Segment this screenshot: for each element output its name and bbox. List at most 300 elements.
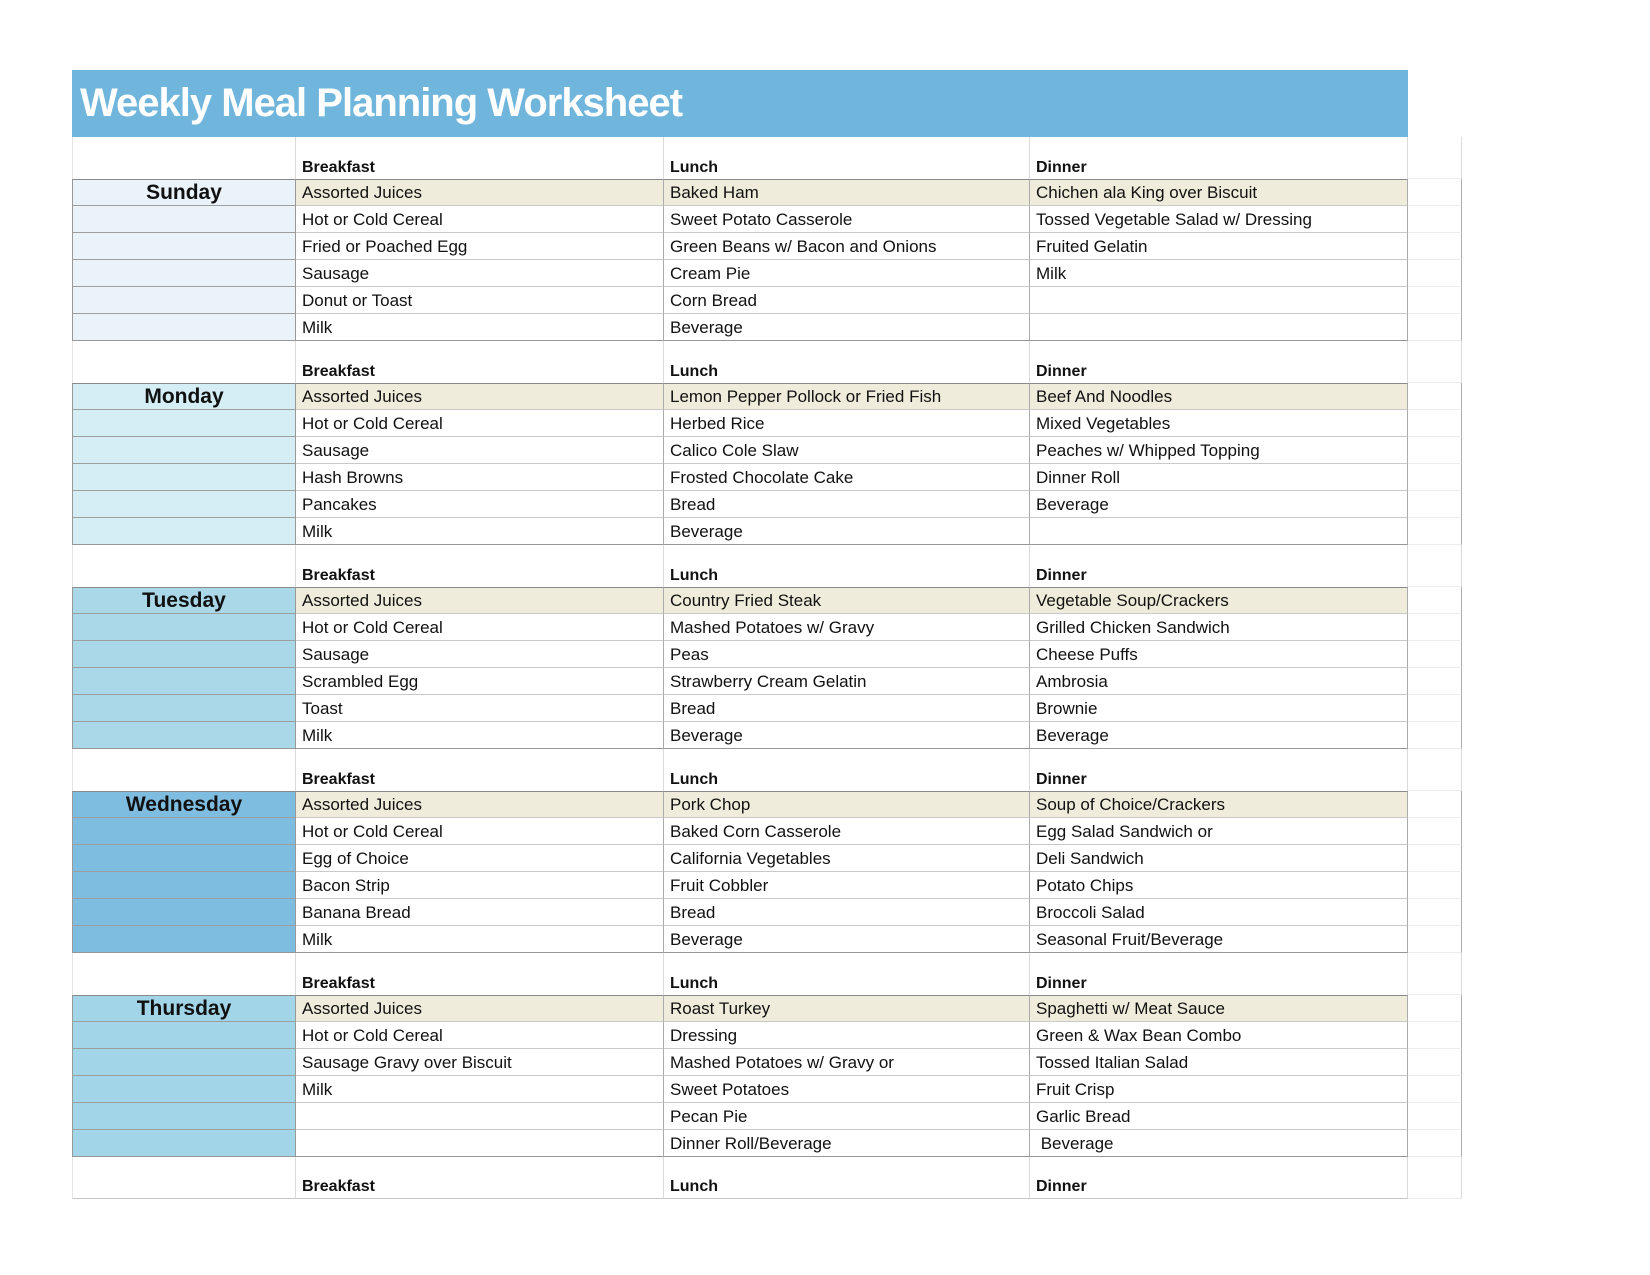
grid-overflow-cell bbox=[1408, 1049, 1462, 1076]
lunch-cell[interactable] bbox=[664, 1022, 1030, 1049]
day-name-label: Monday bbox=[144, 384, 224, 408]
dinner-header-label: Dinner bbox=[1036, 159, 1087, 176]
menu-row bbox=[72, 587, 1462, 614]
dinner-cell[interactable] bbox=[1030, 791, 1408, 818]
menu-row bbox=[72, 1076, 1462, 1103]
day-block-wednesday bbox=[72, 749, 1472, 953]
breakfast-cell[interactable] bbox=[296, 1076, 664, 1103]
lunch-header-label: Lunch bbox=[670, 159, 718, 176]
day-column-cell[interactable] bbox=[72, 872, 296, 899]
lunch-cell[interactable] bbox=[664, 926, 1030, 953]
lunch-header-cell[interactable] bbox=[664, 953, 1030, 995]
day-column-cell[interactable] bbox=[72, 722, 296, 749]
breakfast-header-label: Breakfast bbox=[302, 159, 375, 176]
meal-item-text: Pecan Pie bbox=[670, 1106, 748, 1126]
day-column-cell[interactable] bbox=[72, 668, 296, 695]
day-column-cell[interactable] bbox=[72, 1103, 296, 1130]
grid-overflow-cell bbox=[1408, 587, 1462, 614]
day-name-cell[interactable] bbox=[72, 383, 296, 410]
lunch-cell[interactable] bbox=[664, 722, 1030, 749]
meal-item-text: Tossed Italian Salad bbox=[1036, 1052, 1189, 1072]
lunch-cell[interactable] bbox=[664, 179, 1030, 206]
dinner-cell[interactable] bbox=[1030, 695, 1408, 722]
breakfast-cell[interactable] bbox=[296, 695, 664, 722]
meal-item-text: Sweet Potatoes bbox=[670, 1079, 790, 1099]
menu-row bbox=[72, 260, 1462, 287]
grid-overflow-cell bbox=[1408, 722, 1462, 749]
menu-row bbox=[72, 791, 1462, 818]
meal-item-text: Cream Pie bbox=[670, 263, 751, 283]
menu-row bbox=[72, 518, 1462, 545]
lunch-cell[interactable] bbox=[664, 845, 1030, 872]
meal-item-text: Mixed Vegetables bbox=[1036, 413, 1171, 433]
day-column-blank-cell[interactable] bbox=[72, 1157, 296, 1199]
day-column-cell[interactable] bbox=[72, 410, 296, 437]
lunch-cell[interactable] bbox=[664, 791, 1030, 818]
day-name-cell[interactable] bbox=[72, 791, 296, 818]
grid-overflow-cell bbox=[1408, 695, 1462, 722]
grid-overflow-cell bbox=[1408, 314, 1462, 341]
menu-row bbox=[72, 1022, 1462, 1049]
menu-row bbox=[72, 722, 1462, 749]
meal-item-text: Scrambled Egg bbox=[302, 671, 419, 691]
breakfast-header-label: Breakfast bbox=[302, 975, 375, 992]
breakfast-cell[interactable] bbox=[296, 383, 664, 410]
day-column-cell[interactable] bbox=[72, 1076, 296, 1103]
meal-item-text: Soup of Choice/Crackers bbox=[1036, 795, 1225, 814]
day-column-cell[interactable] bbox=[72, 437, 296, 464]
day-column-blank-cell[interactable] bbox=[72, 749, 296, 791]
meal-item-text: Beverage bbox=[670, 521, 743, 541]
meal-item-text: Broccoli Salad bbox=[1036, 902, 1145, 922]
meal-item-text: Herbed Rice bbox=[670, 413, 765, 433]
meal-item-text: Bread bbox=[670, 494, 716, 514]
breakfast-cell[interactable] bbox=[296, 314, 664, 341]
breakfast-header-cell[interactable] bbox=[296, 953, 664, 995]
grid-overflow-cell bbox=[1408, 287, 1462, 314]
day-column-cell[interactable] bbox=[72, 641, 296, 668]
meal-item-text: Bacon Strip bbox=[302, 875, 390, 895]
lunch-cell[interactable] bbox=[664, 641, 1030, 668]
meal-item-text: Assorted Juices bbox=[302, 591, 422, 610]
lunch-cell[interactable] bbox=[664, 614, 1030, 641]
dinner-cell[interactable] bbox=[1030, 995, 1408, 1022]
grid-overflow-cell bbox=[1408, 1076, 1462, 1103]
grid-overflow-cell bbox=[1408, 383, 1462, 410]
meal-item-text: Calico Cole Slaw bbox=[670, 440, 799, 460]
dinner-cell[interactable] bbox=[1030, 641, 1408, 668]
dinner-cell[interactable] bbox=[1030, 872, 1408, 899]
lunch-cell[interactable] bbox=[664, 695, 1030, 722]
meal-item-text: Assorted Juices bbox=[302, 795, 422, 814]
breakfast-header-cell[interactable] bbox=[296, 341, 664, 383]
breakfast-cell[interactable] bbox=[296, 1103, 664, 1130]
day-column-cell[interactable] bbox=[72, 845, 296, 872]
breakfast-header-cell[interactable] bbox=[296, 1157, 664, 1199]
grid-overflow-cell bbox=[1408, 749, 1462, 791]
menu-row bbox=[72, 206, 1462, 233]
dinner-header-label: Dinner bbox=[1036, 363, 1087, 380]
breakfast-cell[interactable] bbox=[296, 464, 664, 491]
grid-overflow-cell bbox=[1408, 233, 1462, 260]
lunch-header-cell[interactable] bbox=[664, 749, 1030, 791]
lunch-cell[interactable] bbox=[664, 1130, 1030, 1157]
day-column-cell[interactable] bbox=[72, 1130, 296, 1157]
meal-item-text: Baked Ham bbox=[670, 183, 759, 202]
lunch-cell[interactable] bbox=[664, 518, 1030, 545]
menu-row bbox=[72, 845, 1462, 872]
breakfast-cell[interactable] bbox=[296, 614, 664, 641]
day-column-cell[interactable] bbox=[72, 1049, 296, 1076]
grid-overflow-cell bbox=[1408, 899, 1462, 926]
meal-item-text: Grilled Chicken Sandwich bbox=[1036, 617, 1230, 637]
meal-item-text: Corn Bread bbox=[670, 290, 757, 310]
breakfast-cell[interactable] bbox=[296, 437, 664, 464]
footer-meal-header-row bbox=[72, 1157, 1462, 1199]
meal-item-text: Brownie bbox=[1036, 698, 1098, 718]
meal-item-text: Frosted Chocolate Cake bbox=[670, 467, 854, 487]
meal-header-row bbox=[72, 137, 1462, 179]
grid-overflow-cell bbox=[1408, 137, 1462, 179]
breakfast-cell[interactable] bbox=[296, 1130, 664, 1157]
day-column-cell[interactable] bbox=[72, 206, 296, 233]
breakfast-cell[interactable] bbox=[296, 899, 664, 926]
day-column-cell[interactable] bbox=[72, 614, 296, 641]
day-name-label: Wednesday bbox=[125, 792, 243, 816]
meal-header-row bbox=[72, 749, 1462, 791]
meal-item-text: Chichen ala King over Biscuit bbox=[1036, 183, 1258, 202]
breakfast-cell[interactable] bbox=[296, 491, 664, 518]
dinner-cell[interactable] bbox=[1030, 1130, 1408, 1157]
lunch-cell[interactable] bbox=[664, 314, 1030, 341]
day-block-thursday bbox=[72, 953, 1472, 1157]
dinner-header-label: Dinner bbox=[1036, 975, 1087, 992]
dinner-header-label: Dinner bbox=[1036, 1178, 1087, 1195]
dinner-header-cell[interactable] bbox=[1030, 341, 1408, 383]
breakfast-cell[interactable] bbox=[296, 206, 664, 233]
worksheet-title-bar bbox=[72, 70, 1408, 137]
grid-overflow-cell bbox=[1408, 1157, 1462, 1199]
meal-item-text: Hot or Cold Cereal bbox=[302, 821, 443, 841]
grid-overflow-cell bbox=[1408, 341, 1462, 383]
dinner-cell[interactable] bbox=[1030, 383, 1408, 410]
breakfast-cell[interactable] bbox=[296, 926, 664, 953]
lunch-cell[interactable] bbox=[664, 1076, 1030, 1103]
breakfast-cell[interactable] bbox=[296, 287, 664, 314]
dinner-cell[interactable] bbox=[1030, 260, 1408, 287]
dinner-cell[interactable] bbox=[1030, 1103, 1408, 1130]
meal-item-text: Strawberry Cream Gelatin bbox=[670, 671, 867, 691]
day-column-blank-cell[interactable] bbox=[72, 137, 296, 179]
meal-item-text: Beverage bbox=[670, 929, 743, 949]
meal-item-text: Milk bbox=[302, 317, 333, 337]
grid-overflow-cell bbox=[1408, 818, 1462, 845]
grid-overflow-cell bbox=[1408, 437, 1462, 464]
meal-header-row bbox=[72, 341, 1462, 383]
dinner-cell[interactable] bbox=[1030, 491, 1408, 518]
grid-overflow-cell bbox=[1408, 464, 1462, 491]
meal-item-text: Fruit Crisp bbox=[1036, 1079, 1115, 1099]
menu-row bbox=[72, 872, 1462, 899]
meal-item-text: Pancakes bbox=[302, 494, 377, 514]
meal-item-text: Roast Turkey bbox=[670, 999, 771, 1018]
lunch-cell[interactable] bbox=[664, 410, 1030, 437]
meal-item-text: Bread bbox=[670, 902, 716, 922]
dinner-header-cell[interactable] bbox=[1030, 1157, 1408, 1199]
menu-row bbox=[72, 179, 1462, 206]
menu-row bbox=[72, 491, 1462, 518]
lunch-header-cell[interactable] bbox=[664, 137, 1030, 179]
menu-row bbox=[72, 383, 1462, 410]
lunch-cell[interactable] bbox=[664, 1049, 1030, 1076]
day-column-cell[interactable] bbox=[72, 314, 296, 341]
day-name-label: Tuesday bbox=[142, 588, 226, 612]
breakfast-header-label: Breakfast bbox=[302, 771, 375, 788]
meal-item-text: Egg Salad Sandwich or bbox=[1036, 821, 1213, 841]
lunch-header-cell[interactable] bbox=[664, 545, 1030, 587]
lunch-header-cell[interactable] bbox=[664, 1157, 1030, 1199]
day-name-cell[interactable] bbox=[72, 587, 296, 614]
meal-item-text: Potato Chips bbox=[1036, 875, 1134, 895]
breakfast-cell[interactable] bbox=[296, 587, 664, 614]
menu-row bbox=[72, 641, 1462, 668]
breakfast-header-cell[interactable] bbox=[296, 545, 664, 587]
dinner-cell[interactable] bbox=[1030, 587, 1408, 614]
dinner-cell[interactable] bbox=[1030, 818, 1408, 845]
menu-row bbox=[72, 995, 1462, 1022]
lunch-header-label: Lunch bbox=[670, 567, 718, 584]
day-column-blank-cell[interactable] bbox=[72, 953, 296, 995]
dinner-cell[interactable] bbox=[1030, 722, 1408, 749]
day-column-cell[interactable] bbox=[72, 287, 296, 314]
breakfast-cell[interactable] bbox=[296, 518, 664, 545]
day-column-cell[interactable] bbox=[72, 899, 296, 926]
day-block-sunday bbox=[72, 137, 1472, 341]
meal-item-text: Sausage Gravy over Biscuit bbox=[302, 1052, 512, 1072]
breakfast-cell[interactable] bbox=[296, 722, 664, 749]
grid-overflow-cell bbox=[1408, 410, 1462, 437]
grid-overflow-cell bbox=[1408, 491, 1462, 518]
breakfast-cell[interactable] bbox=[296, 791, 664, 818]
lunch-cell[interactable] bbox=[664, 206, 1030, 233]
meal-item-text: Peaches w/ Whipped Topping bbox=[1036, 440, 1260, 460]
day-name-cell[interactable] bbox=[72, 179, 296, 206]
breakfast-cell[interactable] bbox=[296, 233, 664, 260]
meal-item-text: Dressing bbox=[670, 1025, 738, 1045]
breakfast-cell[interactable] bbox=[296, 1049, 664, 1076]
meal-item-text: Milk bbox=[302, 521, 333, 541]
meal-item-text: Vegetable Soup/Crackers bbox=[1036, 591, 1229, 610]
day-column-cell[interactable] bbox=[72, 818, 296, 845]
meal-item-text: Sausage bbox=[302, 263, 370, 283]
menu-row bbox=[72, 818, 1462, 845]
lunch-cell[interactable] bbox=[664, 587, 1030, 614]
day-column-cell[interactable] bbox=[72, 233, 296, 260]
meal-item-text: Cheese Puffs bbox=[1036, 644, 1138, 664]
meal-item-text: Dinner Roll bbox=[1036, 467, 1121, 487]
day-name-label: Thursday bbox=[136, 996, 232, 1020]
grid-overflow-cell bbox=[1408, 641, 1462, 668]
dinner-header-label: Dinner bbox=[1036, 567, 1087, 584]
dinner-cell[interactable] bbox=[1030, 1076, 1408, 1103]
dinner-cell[interactable] bbox=[1030, 1022, 1408, 1049]
meal-item-text: Hot or Cold Cereal bbox=[302, 617, 443, 637]
dinner-cell[interactable] bbox=[1030, 206, 1408, 233]
grid-overflow-cell bbox=[1408, 545, 1462, 587]
day-column-cell[interactable] bbox=[72, 260, 296, 287]
meal-item-text: Beef And Noodles bbox=[1036, 387, 1173, 406]
menu-row bbox=[72, 233, 1462, 260]
meal-item-text: Sweet Potato Casserole bbox=[670, 209, 853, 229]
meal-item-text: Lemon Pepper Pollock or Fried Fish bbox=[670, 387, 942, 406]
breakfast-cell[interactable] bbox=[296, 872, 664, 899]
meal-item-text: Egg of Choice bbox=[302, 848, 409, 868]
day-column-blank-cell[interactable] bbox=[72, 545, 296, 587]
grid-overflow-cell bbox=[1408, 872, 1462, 899]
meal-item-text: Seasonal Fruit/Beverage bbox=[1036, 929, 1224, 949]
dinner-cell[interactable] bbox=[1030, 926, 1408, 953]
lunch-cell[interactable] bbox=[664, 491, 1030, 518]
day-column-cell[interactable] bbox=[72, 926, 296, 953]
dinner-cell[interactable] bbox=[1030, 845, 1408, 872]
grid-overflow-cell bbox=[1408, 614, 1462, 641]
meal-item-text: Milk bbox=[1036, 263, 1067, 283]
lunch-cell[interactable] bbox=[664, 995, 1030, 1022]
meal-item-text: Bread bbox=[670, 698, 716, 718]
meal-item-text: Beverage bbox=[1036, 1133, 1114, 1153]
menu-row bbox=[72, 614, 1462, 641]
lunch-cell[interactable] bbox=[664, 899, 1030, 926]
menu-row bbox=[72, 287, 1462, 314]
day-column-cell[interactable] bbox=[72, 1022, 296, 1049]
lunch-cell[interactable] bbox=[664, 233, 1030, 260]
lunch-cell[interactable] bbox=[664, 260, 1030, 287]
dinner-header-cell[interactable] bbox=[1030, 545, 1408, 587]
dinner-cell[interactable] bbox=[1030, 437, 1408, 464]
breakfast-cell[interactable] bbox=[296, 995, 664, 1022]
meal-item-text: California Vegetables bbox=[670, 848, 831, 868]
lunch-cell[interactable] bbox=[664, 668, 1030, 695]
day-name-cell[interactable] bbox=[72, 995, 296, 1022]
dinner-header-cell[interactable] bbox=[1030, 953, 1408, 995]
meal-item-text: Hot or Cold Cereal bbox=[302, 209, 443, 229]
dinner-cell[interactable] bbox=[1030, 899, 1408, 926]
breakfast-header-label: Breakfast bbox=[302, 567, 375, 584]
meal-item-text: Hash Browns bbox=[302, 467, 404, 487]
meal-item-text: Ambrosia bbox=[1036, 671, 1108, 691]
breakfast-header-label: Breakfast bbox=[302, 1178, 375, 1195]
dinner-header-cell[interactable] bbox=[1030, 749, 1408, 791]
menu-row bbox=[72, 464, 1462, 491]
grid-overflow-cell bbox=[1408, 518, 1462, 545]
meal-item-text: Hot or Cold Cereal bbox=[302, 1025, 443, 1045]
meal-item-text: Banana Bread bbox=[302, 902, 411, 922]
lunch-cell[interactable] bbox=[664, 464, 1030, 491]
dinner-cell[interactable] bbox=[1030, 1049, 1408, 1076]
lunch-header-cell[interactable] bbox=[664, 341, 1030, 383]
lunch-cell[interactable] bbox=[664, 287, 1030, 314]
breakfast-cell[interactable] bbox=[296, 668, 664, 695]
meal-item-text: Donut or Toast bbox=[302, 290, 413, 310]
meal-item-text: Milk bbox=[302, 725, 333, 745]
breakfast-header-cell[interactable] bbox=[296, 137, 664, 179]
lunch-cell[interactable] bbox=[664, 1103, 1030, 1130]
breakfast-cell[interactable] bbox=[296, 179, 664, 206]
grid-overflow-cell bbox=[1408, 206, 1462, 233]
meal-item-text: Tossed Vegetable Salad w/ Dressing bbox=[1036, 209, 1312, 229]
meal-item-text: Fruited Gelatin bbox=[1036, 236, 1148, 256]
meal-item-text: Pork Chop bbox=[670, 795, 751, 814]
meal-item-text: Fried or Poached Egg bbox=[302, 236, 468, 256]
meal-item-text: Green Beans w/ Bacon and Onions bbox=[670, 236, 937, 256]
dinner-cell[interactable] bbox=[1030, 410, 1408, 437]
menu-row bbox=[72, 1130, 1462, 1157]
breakfast-cell[interactable] bbox=[296, 641, 664, 668]
lunch-header-label: Lunch bbox=[670, 1178, 718, 1195]
dinner-cell[interactable] bbox=[1030, 518, 1408, 545]
dinner-cell[interactable] bbox=[1030, 233, 1408, 260]
day-column-cell[interactable] bbox=[72, 464, 296, 491]
breakfast-header-label: Breakfast bbox=[302, 363, 375, 380]
meal-item-text: Garlic Bread bbox=[1036, 1106, 1131, 1126]
day-block-tuesday bbox=[72, 545, 1472, 749]
dinner-cell[interactable] bbox=[1030, 668, 1408, 695]
grid-overflow-cell bbox=[1408, 1103, 1462, 1130]
meal-item-text: Sausage bbox=[302, 440, 370, 460]
lunch-cell[interactable] bbox=[664, 437, 1030, 464]
grid-overflow-cell bbox=[1408, 179, 1462, 206]
breakfast-cell[interactable] bbox=[296, 410, 664, 437]
meal-item-text: Spaghetti w/ Meat Sauce bbox=[1036, 999, 1226, 1018]
meal-item-text: Assorted Juices bbox=[302, 387, 422, 406]
day-blocks-container bbox=[72, 137, 1472, 1199]
menu-row bbox=[72, 695, 1462, 722]
lunch-cell[interactable] bbox=[664, 383, 1030, 410]
dinner-cell[interactable] bbox=[1030, 614, 1408, 641]
day-column-cell[interactable] bbox=[72, 518, 296, 545]
lunch-cell[interactable] bbox=[664, 818, 1030, 845]
dinner-cell[interactable] bbox=[1030, 464, 1408, 491]
breakfast-cell[interactable] bbox=[296, 260, 664, 287]
breakfast-cell[interactable] bbox=[296, 818, 664, 845]
meal-item-text: Peas bbox=[670, 644, 709, 664]
day-column-blank-cell[interactable] bbox=[72, 341, 296, 383]
meal-item-text: Baked Corn Casserole bbox=[670, 821, 842, 841]
meal-item-text: Milk bbox=[302, 1079, 333, 1099]
meal-item-text: Deli Sandwich bbox=[1036, 848, 1144, 868]
grid-overflow-cell bbox=[1408, 260, 1462, 287]
meal-item-text: Green & Wax Bean Combo bbox=[1036, 1025, 1242, 1045]
day-column-cell[interactable] bbox=[72, 695, 296, 722]
meal-item-text: Beverage bbox=[1036, 725, 1109, 745]
grid-overflow-cell bbox=[1408, 1130, 1462, 1157]
breakfast-cell[interactable] bbox=[296, 1022, 664, 1049]
dinner-cell[interactable] bbox=[1030, 314, 1408, 341]
dinner-header-cell[interactable] bbox=[1030, 137, 1408, 179]
meal-header-row bbox=[72, 545, 1462, 587]
page-title: Weekly Meal Planning Worksheet bbox=[80, 81, 683, 125]
day-column-cell[interactable] bbox=[72, 491, 296, 518]
dinner-cell[interactable] bbox=[1030, 287, 1408, 314]
grid-overflow-cell bbox=[1408, 926, 1462, 953]
grid-overflow-cell bbox=[1408, 1022, 1462, 1049]
dinner-cell[interactable] bbox=[1030, 179, 1408, 206]
meal-item-text: Beverage bbox=[670, 725, 743, 745]
grid-overflow-cell bbox=[1408, 995, 1462, 1022]
breakfast-cell[interactable] bbox=[296, 845, 664, 872]
lunch-cell[interactable] bbox=[664, 872, 1030, 899]
breakfast-header-cell[interactable] bbox=[296, 749, 664, 791]
